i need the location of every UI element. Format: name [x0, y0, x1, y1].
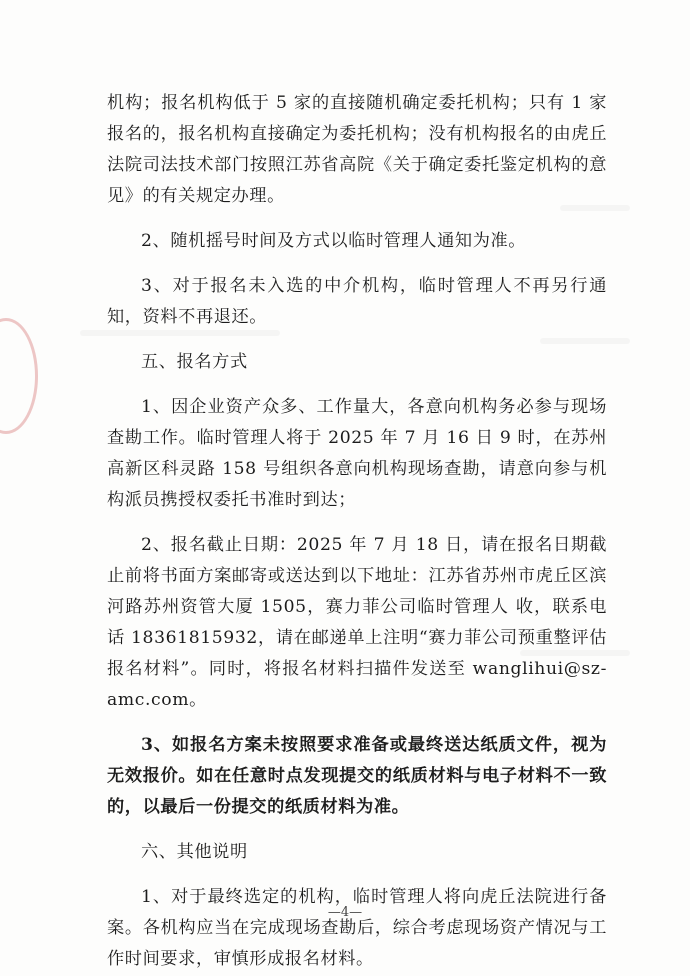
paragraph-continuation: 机构；报名机构低于 5 家的直接随机确定委托机构；只有 1 家报名的，报名机构直接确定为委托机构；没有机构报名的由虎丘法院司法技术部门按照江苏省高院《关于确定委托鉴定机构的意见》的有关规定办理。 — [107, 93, 607, 206]
page-number: —4— — [327, 905, 363, 920]
section-heading-registration-method: 五、报名方式 — [141, 352, 248, 372]
section-heading-other-notes: 六、其他说明 — [141, 842, 248, 862]
paragraph-site-survey: 1、因企业资产众多、工作量大，各意向机构务必参与现场查勘工作。临时管理人将于 2025 年 7 月 16 日 9 时，在苏州高新区科灵路 158 号组织各意向机构现场查勘，请意向参与机构派员携授权委托书准时到达； — [107, 397, 607, 510]
paragraph-lottery-time: 2、随机摇号时间及方式以临时管理人通知为准。 — [141, 231, 527, 251]
paragraph-unselected-agencies: 3、对于报名未入选的中介机构，临时管理人不再另行通知，资料不再退还。 — [107, 276, 607, 327]
document-body — [107, 88, 607, 976]
paragraph-filing-notes: 1、对于最终选定的机构，临时管理人将向虎丘法院进行备案。各机构应当在完成现场查勘后，综合考虑现场资产情况与工作时间要求，审慎形成报名材料。 — [107, 887, 607, 969]
seal-stamp-edge — [0, 318, 38, 434]
paragraph-registration-deadline: 2、报名截止日期：2025 年 7 月 18 日，请在报名日期截止前将书面方案邮寄或送达到以下地址：江苏省苏州市虎丘区滨河路苏州资管大厦 1505，赛力菲公司临时管理人 收，联系电话 18361815932，请在邮递单上注明“赛力菲公司预重整评估报名材料”。同时，将报名材料扫描件发送至 wanglihui@sz-amc.com。 — [107, 535, 607, 710]
paragraph-invalid-quote-rule: 3、如报名方案未按照要求准备或最终送达纸质文件，视为无效报价。如在任意时点发现提交的纸质材料与电子材料不一致的，以最后一份提交的纸质材料为准。 — [107, 735, 607, 817]
